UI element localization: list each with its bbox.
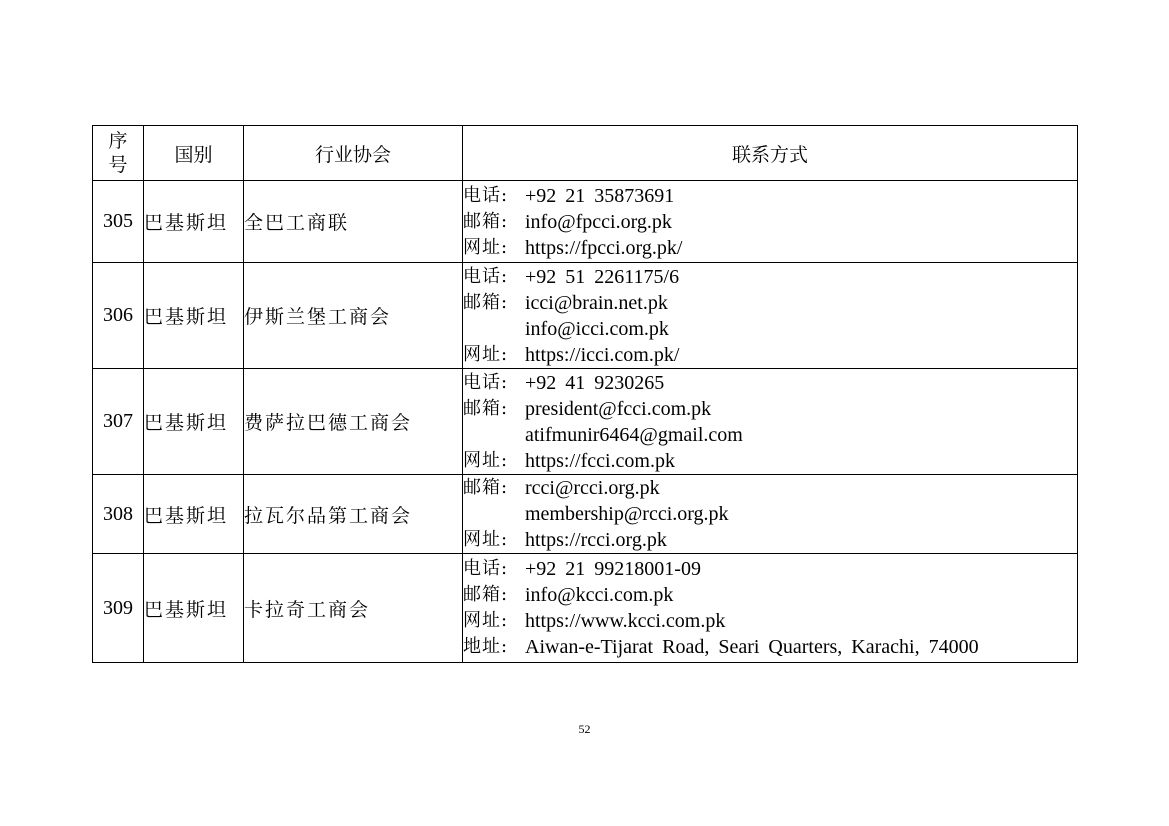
contact-value: https://www.kcci.com.pk: [525, 610, 726, 632]
row-contact-info: [463, 263, 1078, 369]
contact-value: icci@brain.net.pk: [525, 291, 668, 314]
contact-label: 网址:: [463, 236, 509, 258]
contact-line: [463, 582, 1077, 608]
row-association-name: 伊斯兰堡工商会: [244, 263, 463, 369]
table-row: [93, 554, 1078, 663]
contact-line: [463, 209, 1077, 235]
page-number: 52: [578, 722, 591, 736]
contact-line: [463, 608, 1077, 634]
row-contact-info: [463, 554, 1078, 663]
contact-label: 邮箱:: [463, 210, 509, 232]
contact-line: [463, 396, 1077, 422]
row-country: 巴基斯坦: [144, 181, 244, 263]
contact-line: [463, 634, 1077, 660]
contact-label: 地址:: [463, 636, 509, 657]
row-number: 306: [93, 263, 144, 369]
contact-line: [463, 422, 1077, 448]
contact-value: info@kcci.com.pk: [525, 584, 674, 606]
row-association-name: 费萨拉巴德工商会: [244, 369, 463, 475]
contact-line: [463, 527, 1077, 553]
contact-label: 电话:: [463, 265, 509, 287]
contact-value: +92 41 9230265: [525, 371, 665, 394]
row-number: 309: [93, 554, 144, 663]
row-association-name: 拉瓦尔品第工商会: [244, 475, 463, 554]
contact-label: 邮箱:: [463, 397, 509, 419]
row-country: 巴基斯坦: [144, 475, 244, 554]
header-no: [93, 126, 144, 181]
contact-line: [463, 264, 1077, 290]
contact-label: 电话:: [463, 371, 509, 393]
row-association-name: 全巴工商联: [244, 181, 463, 263]
row-number: 308: [93, 475, 144, 554]
contact-label: 电话:: [463, 558, 509, 579]
contact-line: [463, 556, 1077, 582]
header-association: 行业协会: [244, 126, 463, 181]
contact-label: [463, 501, 525, 527]
contact-value: rcci@rcci.org.pk: [525, 477, 660, 499]
contact-label: 邮箱:: [463, 477, 509, 498]
contact-label: 网址:: [463, 610, 509, 631]
contact-value: https://icci.com.pk/: [525, 343, 680, 366]
contact-line: [463, 448, 1077, 474]
contact-label: 电话:: [463, 184, 509, 206]
row-country: 巴基斯坦: [144, 554, 244, 663]
header-contact: 联系方式: [463, 126, 1078, 181]
table-row: [93, 263, 1078, 369]
contact-value: https://fpcci.org.pk/: [525, 236, 683, 259]
contact-line: [463, 501, 1077, 527]
row-country: 巴基斯坦: [144, 263, 244, 369]
header-country: 国别: [144, 126, 244, 181]
contact-label: 网址:: [463, 343, 509, 365]
contact-value: https://rcci.org.pk: [525, 529, 667, 551]
contact-label: [463, 316, 525, 342]
contact-line: [463, 370, 1077, 396]
row-number: 307: [93, 369, 144, 475]
contact-label: [463, 422, 525, 448]
header-no-label: 序号: [108, 130, 128, 176]
association-table: [92, 125, 1078, 663]
row-association-name: 卡拉奇工商会: [244, 554, 463, 663]
contact-line: [463, 475, 1077, 501]
contact-label: 网址:: [463, 529, 509, 550]
row-contact-info: [463, 181, 1078, 263]
contact-label: 邮箱:: [463, 584, 509, 605]
row-contact-info: [463, 369, 1078, 475]
table-row: [93, 369, 1078, 475]
table-header-row: [93, 126, 1078, 181]
contact-value: https://fcci.com.pk: [525, 449, 675, 472]
row-number: 305: [93, 181, 144, 263]
contact-label: 邮箱:: [463, 291, 509, 313]
contact-value: atifmunir6464@gmail.com: [525, 423, 743, 446]
contact-value: +92 21 35873691: [525, 184, 675, 207]
contact-line: [463, 183, 1077, 209]
row-country: 巴基斯坦: [144, 369, 244, 475]
contact-value: +92 21 99218001-09: [525, 558, 701, 580]
contact-value: Aiwan-e-Tijarat Road, Seari Quarters, Karachi, 74000: [525, 636, 979, 658]
contact-value: membership@rcci.org.pk: [525, 503, 729, 525]
contact-label: 网址:: [463, 449, 509, 471]
contact-value: info@icci.com.pk: [525, 317, 669, 340]
contact-line: [463, 290, 1077, 316]
row-contact-info: [463, 475, 1078, 554]
contact-line: [463, 342, 1077, 368]
contact-value: president@fcci.com.pk: [525, 397, 712, 420]
contact-line: [463, 316, 1077, 342]
contact-line: [463, 235, 1077, 261]
table-row: [93, 181, 1078, 263]
table-row: [93, 475, 1078, 554]
table-body: [93, 181, 1078, 663]
contact-value: +92 51 2261175/6: [525, 265, 680, 288]
contact-value: info@fpcci.org.pk: [525, 210, 672, 233]
